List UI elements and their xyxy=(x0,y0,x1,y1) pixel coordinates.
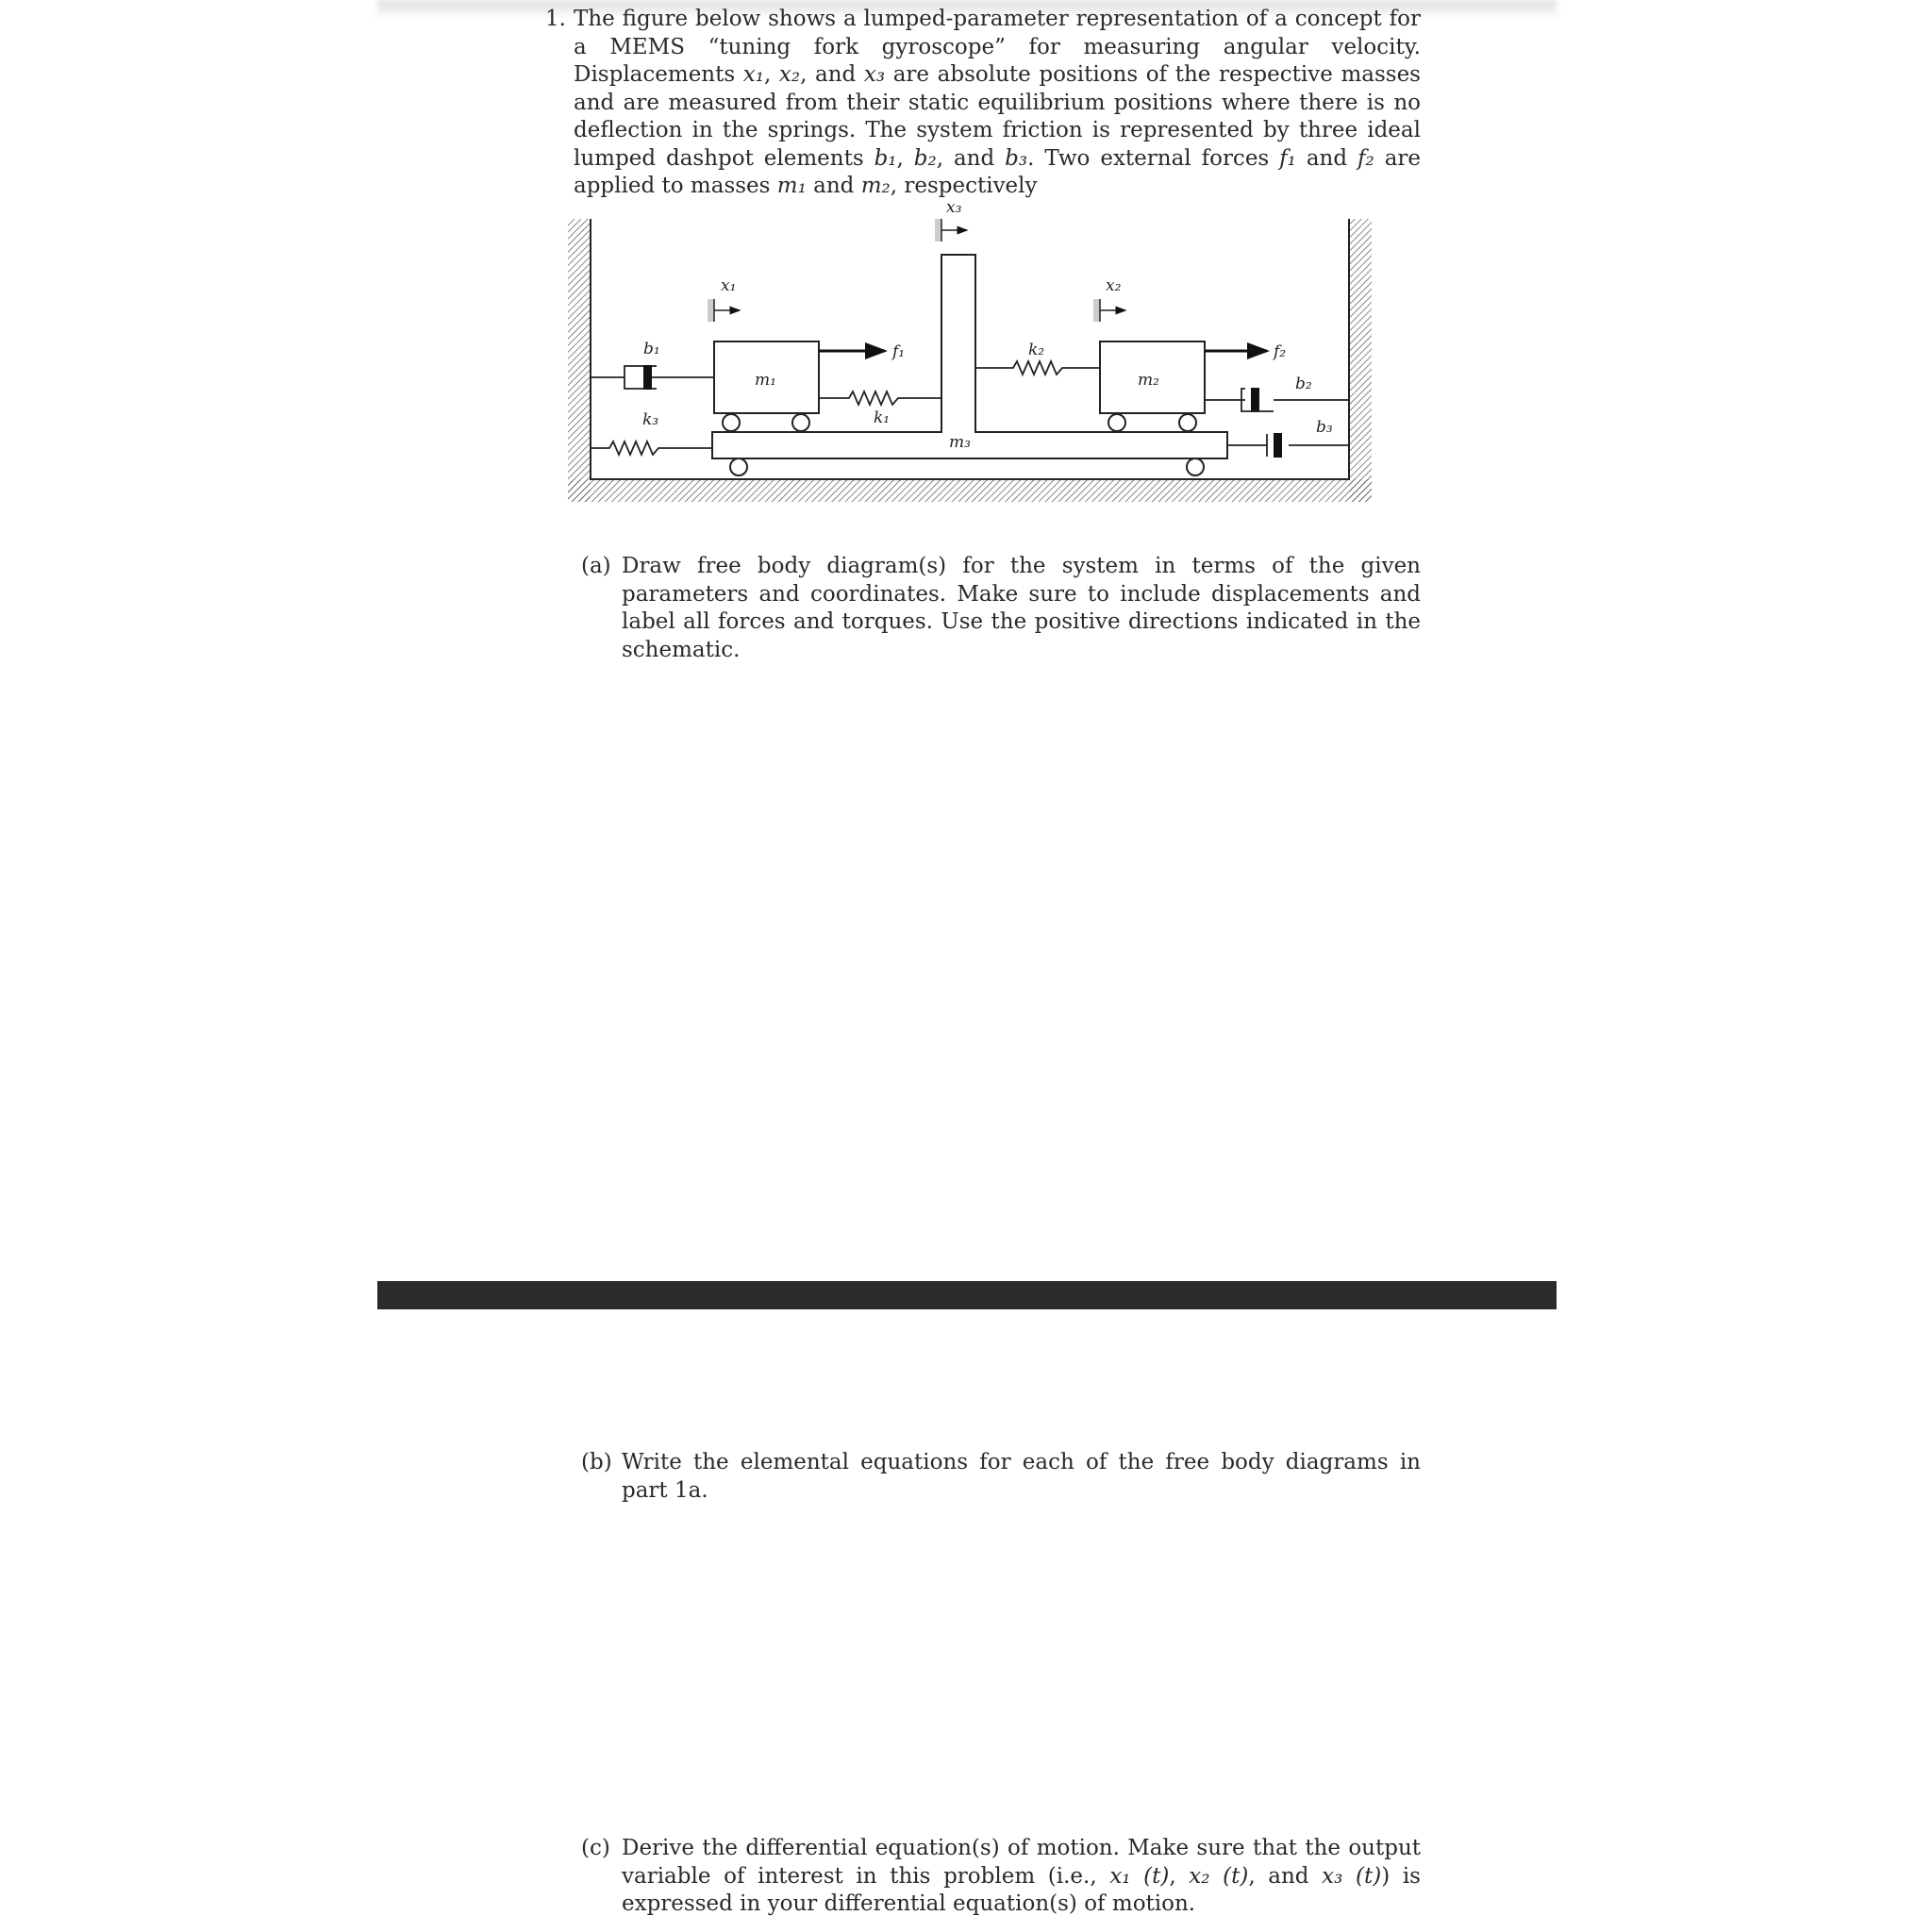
label-x2: x₂ xyxy=(1106,276,1122,295)
part-c-text-part: , xyxy=(1169,1863,1190,1889)
problem-text-part: , xyxy=(763,62,779,87)
var-b3: b₃ xyxy=(1005,145,1028,171)
label-m2: m₂ xyxy=(1138,371,1159,390)
var-x3: x₃ xyxy=(863,62,886,87)
problem-text xyxy=(574,6,1421,201)
part-c-text-part: ) is expressed in your differential equation(s) of motion. xyxy=(622,1863,1421,1916)
label-b1: b₁ xyxy=(643,340,660,358)
label-k3: k₃ xyxy=(642,410,659,429)
part-a-label: (a) xyxy=(581,554,611,578)
problem-text-part: and xyxy=(806,174,861,198)
question-part-a xyxy=(581,553,1421,664)
problem-text-part: , respectively xyxy=(890,174,1038,198)
var-x1-t: x₁ (t) xyxy=(1109,1863,1170,1889)
label-k2: k₂ xyxy=(1028,341,1045,359)
part-c-text-part: Derive the differential equation(s) of motion. Make sure that the output variable of interest in this problem (i.e., xyxy=(622,1836,1421,1889)
var-f2: f₂ xyxy=(1357,145,1374,171)
label-m3: m₃ xyxy=(949,433,971,452)
part-c-text-part: , and xyxy=(1248,1863,1323,1889)
problem-text-part: are absolute positions of the respective masses and are measured from their static equilibrium positions where there is no deflection in the springs. The system friction is represented by three ideal lumped dashpot elements xyxy=(574,62,1421,171)
var-f1: f₁ xyxy=(1279,145,1296,171)
problem-statement xyxy=(545,6,1421,201)
label-k1: k₁ xyxy=(874,408,891,427)
var-x2: x₂ xyxy=(778,62,801,87)
part-c-label: (c) xyxy=(581,1836,610,1860)
label-m1: m₁ xyxy=(755,371,776,390)
displacement-x3-marker xyxy=(935,219,967,242)
part-c-text xyxy=(622,1835,1421,1919)
problem-text-part: , xyxy=(896,145,914,171)
var-b1: b₁ xyxy=(874,145,897,171)
label-x3: x₃ xyxy=(946,198,962,217)
label-x1: x₁ xyxy=(721,276,737,295)
var-m1: m₁ xyxy=(776,174,807,198)
spring-k3 xyxy=(591,441,712,455)
problem-text-part: . Two external forces xyxy=(1027,145,1280,171)
var-b2: b₂ xyxy=(913,145,937,171)
var-m2: m₂ xyxy=(860,174,891,198)
part-a-text: Draw free body diagram(s) for the system in terms of the given parameters and coordinates. Make sure to include displacements and label all forces and torques. Use the positive directions indicated in the schematic. xyxy=(622,554,1421,662)
spring-k1 xyxy=(819,391,941,405)
problem-text-part: and xyxy=(1295,145,1358,171)
var-x1: x₁ xyxy=(742,62,764,87)
part-b-label: (b) xyxy=(581,1450,612,1474)
part-b-text: Write the elemental equations for each of the free body diagrams in part 1a. xyxy=(622,1450,1421,1503)
label-b3: b₃ xyxy=(1316,418,1333,437)
redaction-bar xyxy=(377,1281,1557,1309)
spring-k2 xyxy=(975,361,1100,375)
problem-text-part: are applied to masses xyxy=(574,145,1422,198)
problem-text-part: , and xyxy=(936,145,1006,171)
label-f2: f₂ xyxy=(1274,342,1287,361)
m3-wheels xyxy=(730,458,1204,475)
problem-number: 1. xyxy=(545,7,566,31)
var-x2-t: x₂ (t) xyxy=(1189,1863,1249,1889)
dashpot-b2 xyxy=(1205,388,1349,412)
displacement-x2-marker xyxy=(1093,299,1125,322)
dashpot-b1 xyxy=(591,365,714,390)
question-part-c xyxy=(581,1835,1421,1919)
gyroscope-schematic xyxy=(564,189,1375,509)
problem-text-part: , and xyxy=(800,62,864,87)
question-part-b xyxy=(581,1449,1421,1505)
label-f1: f₁ xyxy=(892,342,906,361)
label-b2: b₂ xyxy=(1295,375,1312,393)
var-x3-t: x₃ (t) xyxy=(1322,1863,1382,1889)
displacement-x1-marker xyxy=(708,299,740,322)
problem-text-part: The figure below shows a lumped-parameter representation of a concept for a MEMS “tuning fork gyroscope” for measuring angular velocity. Displacements xyxy=(574,7,1421,87)
